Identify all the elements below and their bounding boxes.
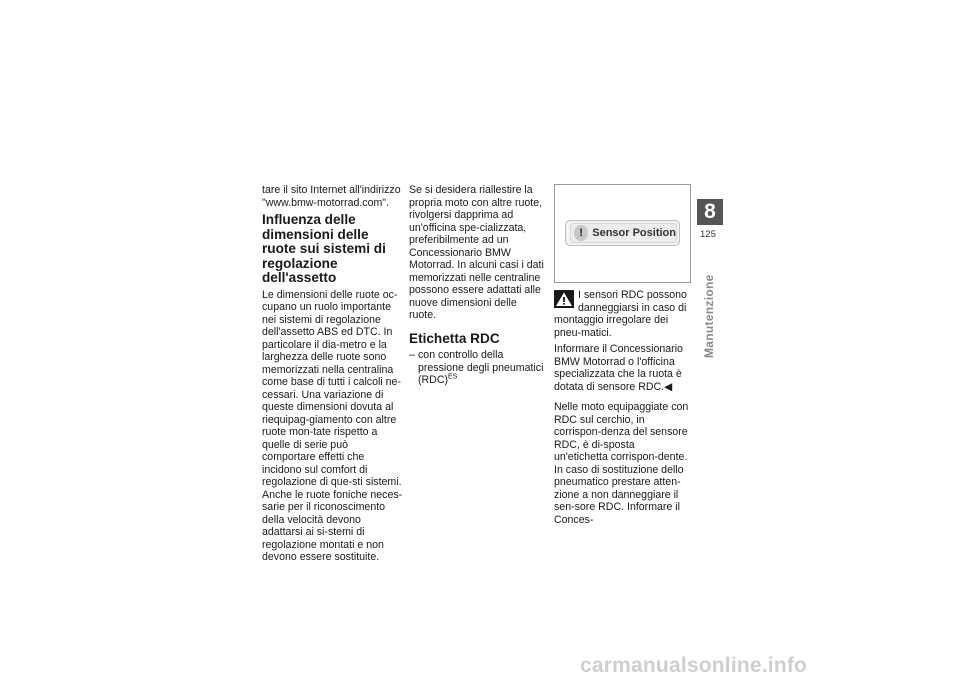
exclamation-icon: ! — [574, 225, 588, 241]
info-text: Informare il Concessionario BMW Motorrad o l'officina specializzata che la ruota è dotata di sensore RDC. — [554, 343, 683, 393]
end-mark-icon: ◀ — [664, 380, 673, 393]
bullet-superscript: ES — [448, 373, 458, 381]
watermark: carmanualsonline.info — [580, 654, 808, 677]
sensor-position-figure — [554, 184, 691, 283]
section-heading-rdc-label: Etichetta RDC — [409, 330, 500, 346]
text-column-2 — [409, 184, 545, 387]
paragraph-retrofit: Se si desidera riallestire la propria moto con altre ruote, rivolgersi dapprima ad un'officina spe-cializzata, preferibilmente ad un Concessionario BMW Motorrad. In alcuni casi i dati memorizzati nelle centraline possono essere adattati alle nuove dimensioni delle ruote. — [409, 184, 544, 321]
paragraph-rdc-sticker: Nelle moto equipaggiate con RDC sul cerchio, in corrispon-denza del sensore RDC, è di-sposta un'etichetta corrispon-dente. In caso di sostituzione dello pneumatico prestare atten-zione a non danneggiare il sen-sore RDC. Informare il Conces- — [554, 401, 689, 526]
intro-text: tare il sito Internet all'indirizzo "www.bmw-motorrad.com". — [262, 184, 401, 209]
bullet-rdc — [409, 349, 545, 387]
chapter-number-tab: 8 — [697, 199, 723, 225]
info-paragraph — [554, 343, 690, 393]
page-number: 125 — [700, 229, 716, 240]
sensor-label-inner — [570, 223, 677, 243]
text-column-3 — [554, 184, 690, 530]
sensor-label — [565, 220, 680, 246]
warning-text: I sensori RDC possono danneggiarsi in caso di montaggio irregolare dei pneu-matici. — [554, 289, 687, 339]
bullet-text-wrap — [418, 349, 545, 387]
chapter-title: Manutenzione — [702, 274, 716, 358]
section-heading-wheel-dimensions: Influenza delle dimensioni delle ruote sui sistemi di regolazione dell'assetto — [262, 212, 386, 285]
warning-paragraph — [554, 289, 690, 339]
text-column-1 — [262, 184, 404, 568]
paragraph-tone-wheels: Anche le ruote foniche neces-sarie per il riconoscimento della velocità devono adattarsi ai si-stemi di regolazione montati e non devono essere sostituite. — [262, 488, 403, 563]
warning-triangle-icon — [554, 290, 574, 308]
paragraph-wheel-dimensions: Le dimensioni delle ruote oc-cupano un ruolo importante nei sistemi di regolazione dell'assetto ABS ed DTC. In particolare il dia-metro e la larghezza delle ruote sono memorizzati nella centralina come base di tutti i calcoli ne-cessari. Una variazione di queste dimensioni dovuta al riequipag-giamento con altre ruote mon-tate rispetto a quelle di serie può comportare effetti che incidono sul comfort di regolazione di que-sti sistemi. — [262, 288, 402, 488]
bullet-text: con controllo della pressione degli pneumatici (RDC) — [418, 349, 544, 386]
bullet-dash: – — [409, 349, 415, 361]
sensor-label-text: Sensor Position — [592, 226, 676, 239]
